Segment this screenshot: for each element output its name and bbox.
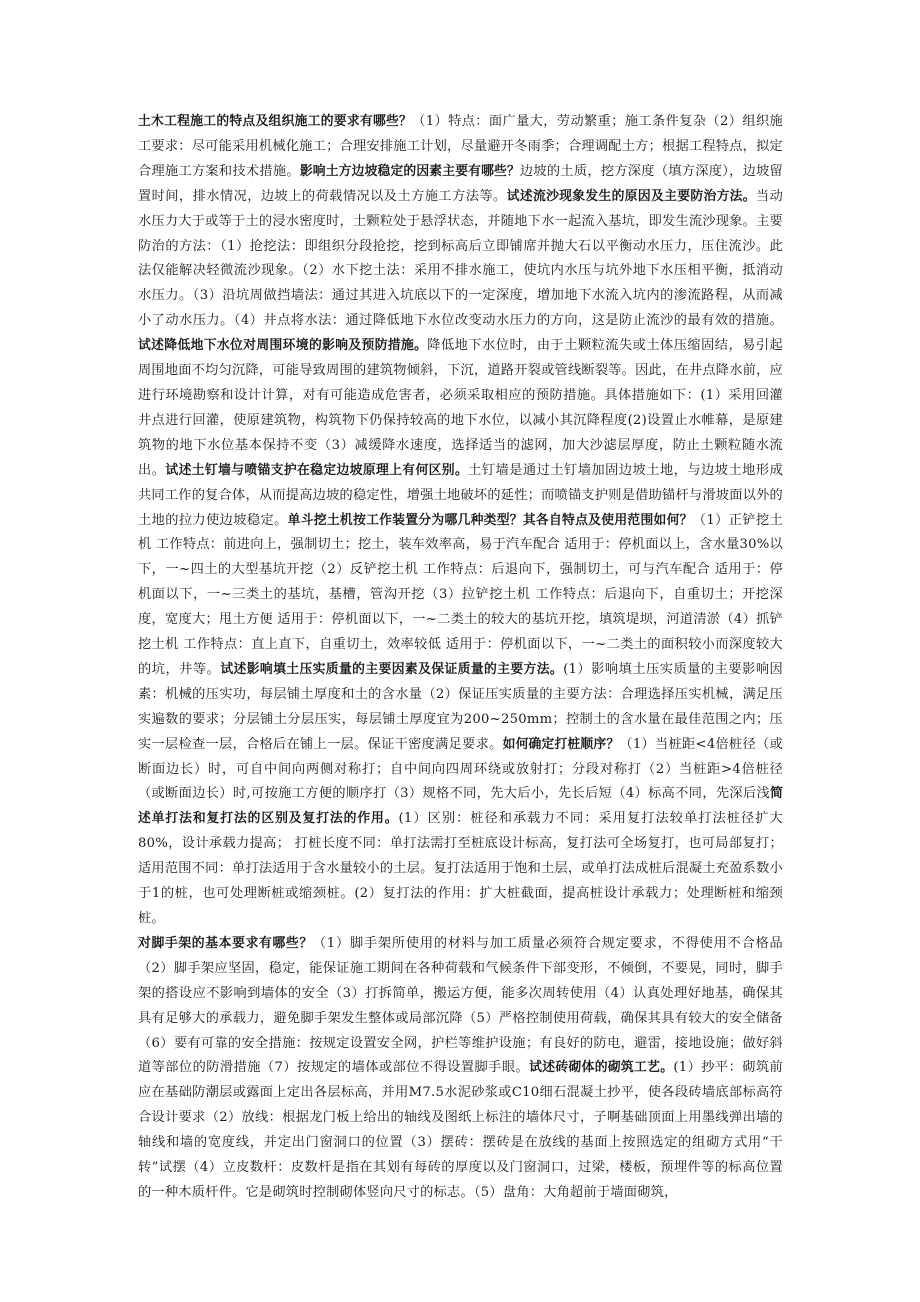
- answer-text: （1）脚手架所使用的材料与加工质量必须符合规定要求，不得使用不合格品（2）脚手架应坚固，稳定，能保证施工期间在各种荷载和气候条件下部变形，不倾倒，不要晃，同时，脚手架的搭设应不影响到墙体的安全（3）打拆简单，搬运方便，能多次周转使用（4）认真处理好地基，确保其具有足够大的承载力，避免脚手架发生整体或局部沉降（5）严格控制使用荷载，确保其具有较大的安全储备（6）要有可靠的安全措施：按规定设置安全网，护栏等维护设施；有良好的防电，避雷，接地设施；做好斜道等部位的防滑措施（7）按规定的墙体或部位不得设置脚手眼。: [138, 935, 783, 1076]
- answer-text: （1）特点：面广量大，劳动繁重；施工条件复杂（2）组织施工要求：尽可能采用机械化施工；合理安排施工计划，尽量避开冬雨季；合理调配土方；根据工程特点，拟定合理施工方案和技术措施。: [138, 114, 783, 179]
- question-heading: 试述砖砌体的砌筑工艺。: [529, 1060, 674, 1076]
- paragraph-earthwork-and-piling: [138, 110, 783, 932]
- question-heading: 试述降低地下水位对周围环境的影响及预防措施。: [138, 338, 428, 354]
- question-heading: 对脚手架的基本要求有哪些？: [138, 935, 313, 951]
- question-heading: 单斗挖土机按工作装置分为哪几种类型？其各自特点及使用范围如何？: [287, 512, 693, 528]
- question-heading: 土木工程施工的特点及组织施工的要求有哪些？: [138, 114, 413, 129]
- question-heading: 试述土钉墙与喷锚支护在稳定边坡原理上有何区别。: [165, 462, 469, 478]
- question-heading: 如何确定打桩顺序？: [502, 736, 620, 752]
- answer-text: 边坡的土质，挖方深度（填方深度），边坡留置时间，排水情况，边坡上的荷载情况以及土方施工方法等。: [138, 163, 783, 204]
- question-heading: 试述影响填土压实质量的主要因素及保证质量的主要方法。: [220, 661, 564, 677]
- answer-text: 土钉墙是通过土钉墙加固边坡土地，与边坡土地形成共同工作的复合体，从而提高边坡的稳定性，增强土地破坏的延性；而喷锚支护则是借助锚杆与滑坡面以外的土地的拉力使边坡稳定。: [138, 462, 784, 528]
- question-heading: 简述单打法和复打法的区别及复打法的作用。: [138, 786, 783, 827]
- answer-text: (1）抄平：砌筑前应在基础防潮层或露面上定出各层标高，并用M7.5水泥砂浆或C10细石混凝土抄平，使各段砖墙底部标高符合设计要求（2）放线：根据龙门板上给出的轴线及图纸上标注的墙体尺寸，子啊基础顶面上用墨线弹出墙的轴线和墙的宽度线，并定出门窗洞口的位置（3）摆砖：摆砖是在放线的基面上按照选定的组砌方式用“干转”试摆（4）立皮数杆：皮数杆是指在其划有每砖的厚度以及门窗洞口，过梁，楼板，预埋件等的标高位置的一种木质杆件。它是砌筑时控制砌体竖向尺寸的标志。（5）盘角：大角超前于墙面砌筑，: [138, 1060, 783, 1200]
- question-heading: 影响土方边坡稳定的因素主要有哪些？: [299, 163, 520, 179]
- paragraph-scaffolding-and-masonry: [138, 932, 783, 1206]
- answer-text: 当动水压力大于或等于土的浸水密度时，土颗粒处于悬浮状态，并随地下水一起流入基坑，即发生流沙现象。主要防治的方法：（1）抢挖法：即组织分段抢挖，挖到标高后立即铺席并抛大石以平衡动水压力，压住流沙。此法仅能解决轻微流沙现象。（2）水下挖土法：采用不排水施工，使坑内水压与坑外地下水压相平衡，抵消动水压力。（3）沿坑周做挡墙法：通过其进入坑底以下的一定深度，增加地下水流入坑内的渗流路程，从而减小了动水压力。（4）井点将水法：通过降低地下水位改变动水压力的方向，这是防止流沙的最有效的措施。: [138, 188, 784, 329]
- document-page: [138, 110, 784, 1200]
- question-heading: 试述流沙现象发生的原因及主要防治方法。: [506, 188, 756, 204]
- answer-text: （1）正铲挖土机 工作特点：前进向上，强制切土；挖土，装车效率高，易于汽车配合 适用于：停机面以上，含水量30%以下，一~四土的大型基坑开挖（2）反铲挖土机 工作特点：后退向下，强制切土，可与汽车配合 适用于：停机面以下，一~三类土的基坑，基槽，管沟开挖（3）拉铲挖土机 工作特点：后退向下，自重切土；开挖深度，宽度大；甩土方便 适用于：停机面以下，一~二类土的较大的基坑开挖，填筑堤坝，河道清淤（4）抓铲挖土机 工作特点：直上直下，自重切土，效率较低 适用于：停机面以下，一~二类土的面积较小而深度较大的坑，井等。: [138, 512, 783, 677]
- answer-text: （1）当桩距<4倍桩径（或断面边长）时，可自中间向两侧对称打；自中间向四周环绕或放射打；分段对称打（2）当桩距>4倍桩径（或断面边长）时,可按施工方便的顺序打（3）规格不同，先大后小，先长后短（4）标高不同，先深后浅: [138, 736, 784, 802]
- answer-text: (1）区别：桩径和承载力不同：采用复打法较单打法桩径扩大80%，设计承载力提高； 打桩长度不同：单打法需打至桩底设计标高，复打法可全场复打，也可局部复打； 适用范围不同：单打法适用于含水量较小的土层。复打法适用于饱和土层，或单打法成桩后混凝土充盈系数小于1的桩，也可处理断桩或缩颈桩。(2）复打法的作用：扩大桩截面，提高桩设计承载力；处理断桩和缩颈桩。: [138, 811, 783, 926]
- answer-text: 降低地下水位时，由于土颗粒流失或土体压缩固结，易引起周围地面不均匀沉降，可能导致周围的建筑物倾斜，下沉，道路开裂或管线断裂等。因此，在井点降水前，应进行环境勘察和设计计算，对有可能造成危害者，必须采取相应的预防措施。具体措施如下：(1）采用回灌井点进行回灌，使原建筑物，构筑物下仍保持较高的地下水位，以减小其沉降程度(2)设置止水帷幕，是原建筑物的地下水位基本保持不变（3）减缓降水速度，选择适当的滤网，加大沙滤层厚度，防止土颗粒随水流出。: [138, 338, 783, 478]
- answer-text: (1）影响填土压实质量的主要影响因素：机械的压实功，每层铺土厚度和土的含水量（2）保证压实质量的主要方法：合理选择压实机械，满足压实遍数的要求；分层铺土分层压实，每层铺土厚度宜为200~250mm；控制土的含水量在最佳范围之内；压实一层检查一层，合格后在铺上一层。保证干密度满足要求。: [138, 661, 783, 752]
